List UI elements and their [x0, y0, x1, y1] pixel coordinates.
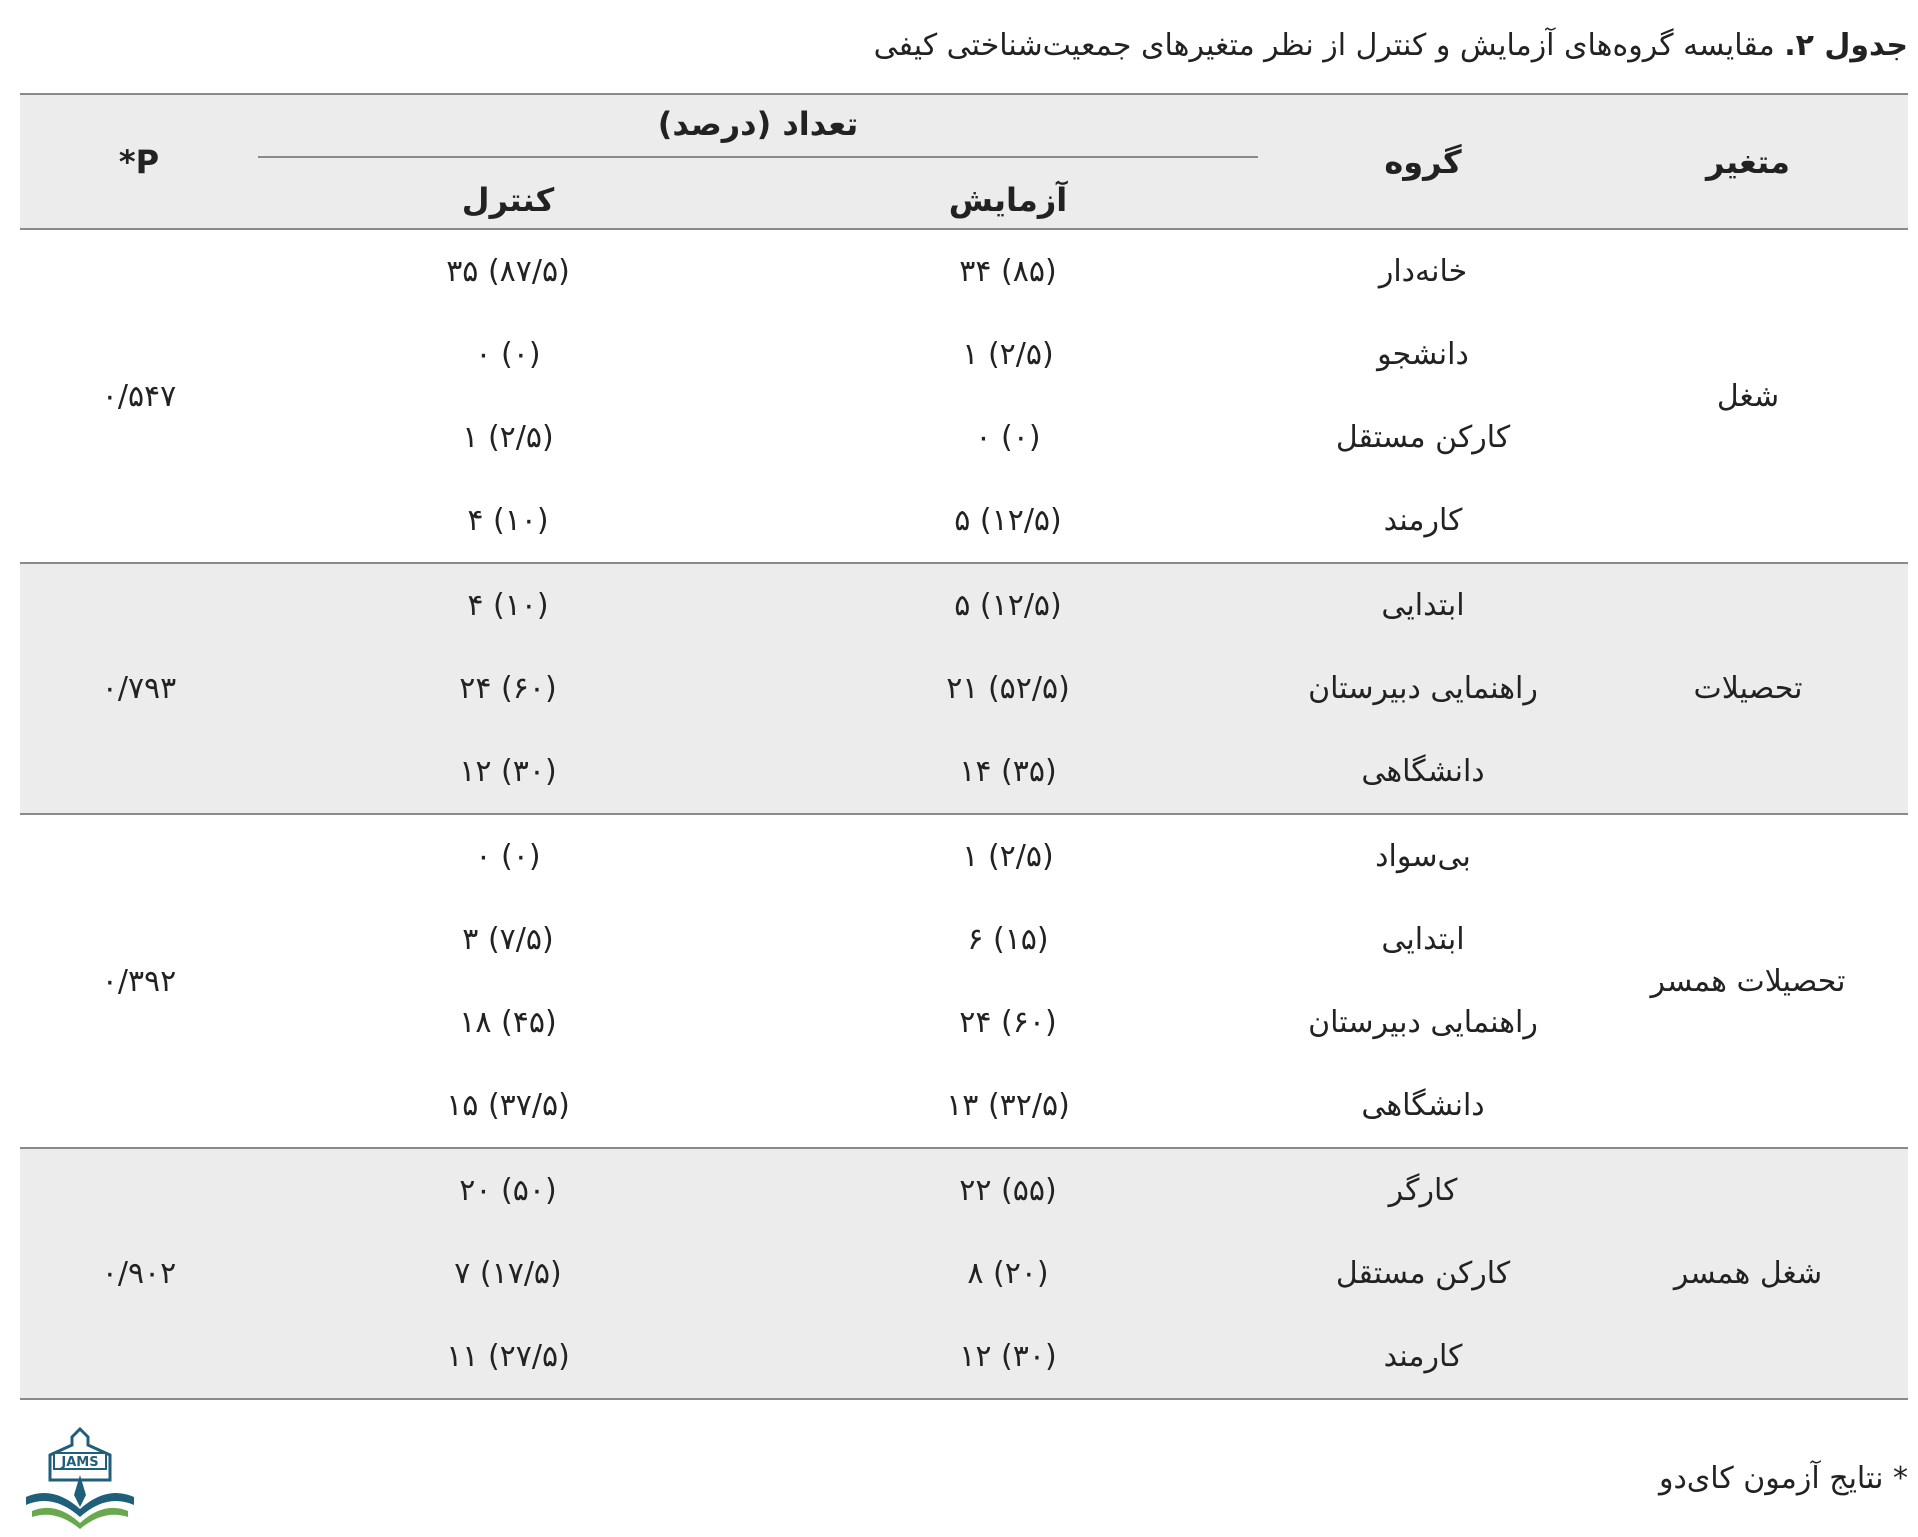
header-group: گروه [1384, 142, 1462, 181]
cell-control: ۴ (۱۰) [467, 588, 549, 623]
block-spouse-education [20, 814, 1908, 1148]
cell-experiment: ۵ (۱۲/۵) [954, 588, 1062, 623]
block-spouse-occupation [20, 1148, 1908, 1399]
table-row [20, 563, 1908, 647]
table-caption [20, 22, 1908, 70]
block-education [20, 563, 1908, 814]
cell-group: کارمند [1383, 1339, 1463, 1374]
cell-group: کارکن مستقل [1335, 420, 1511, 455]
header-experiment: آزمایش [948, 180, 1068, 219]
cell-control: ۳۵ (۸۷/۵) [446, 254, 570, 289]
cell-experiment: ۱۴ (۳۵) [959, 754, 1057, 789]
cell-p-value: ۰/۷۹۳ [101, 671, 177, 706]
header-p: P* [118, 142, 160, 181]
table-row [20, 1148, 1908, 1232]
cell-group: راهنمایی دبیرستان [1308, 671, 1538, 706]
cell-control: ۲۴ (۶۰) [459, 671, 557, 706]
caption-text: مقایسه گروه‌های آزمایش و کنترل از نظر متغیرهای جمعیت‌شناختی کیفی [873, 28, 1775, 63]
cell-group: ابتدایی [1381, 588, 1465, 623]
cell-experiment: ۵ (۱۲/۵) [954, 503, 1062, 538]
cell-p-value: ۰/۳۹۲ [101, 963, 177, 999]
cell-control: ۱ (۲/۵) [462, 420, 554, 455]
footnote: * نتایج آزمون کای‌دو [1658, 1461, 1908, 1496]
logo-text: JAMS [61, 1455, 99, 1470]
cell-variable: تحصیلات همسر [1650, 963, 1846, 999]
cell-control: ۳ (۷/۵) [462, 922, 554, 957]
cell-experiment: ۲۲ (۵۵) [959, 1173, 1057, 1208]
cell-experiment: ۱۳ (۳۲/۵) [946, 1088, 1070, 1123]
caption-label: جدول ۲. [1784, 28, 1908, 63]
cell-experiment: ۸ (۲۰) [967, 1256, 1049, 1291]
cell-variable: شغل همسر [1673, 1256, 1823, 1291]
cell-experiment: ۱ (۲/۵) [962, 337, 1054, 372]
cell-control: ۰ (۰) [475, 337, 541, 372]
cell-control: ۱۲ (۳۰) [459, 754, 557, 789]
cell-control: ۰ (۰) [475, 839, 541, 874]
cell-experiment: ۰ (۰) [975, 420, 1041, 455]
cell-group: دانشگاهی [1361, 1088, 1485, 1123]
cell-group: کارگر [1388, 1173, 1458, 1208]
cell-group: بی‌سواد [1375, 839, 1471, 874]
header-count-percent-label: تعداد (درصد) [258, 104, 1258, 158]
header-variable: متغیر [1706, 142, 1790, 181]
block-occupation [20, 229, 1908, 563]
cell-control: ۱۱ (۲۷/۵) [446, 1339, 570, 1374]
cell-experiment: ۲۱ (۵۲/۵) [946, 671, 1070, 706]
cell-group: دانشگاهی [1361, 754, 1485, 789]
cell-control: ۲۰ (۵۰) [459, 1173, 557, 1208]
cell-group: خانه‌دار [1378, 254, 1468, 289]
cell-group: دانشجو [1377, 337, 1469, 372]
cell-control: ۱۸ (۴۵) [459, 1005, 557, 1040]
cell-group: کارمند [1383, 503, 1463, 538]
cell-experiment: ۶ (۱۵) [967, 922, 1049, 957]
header-control: کنترل [461, 180, 555, 219]
cell-experiment: ۳۴ (۸۵) [959, 254, 1057, 289]
cell-variable: شغل [1716, 378, 1780, 414]
cell-control: ۷ (۱۷/۵) [454, 1256, 562, 1291]
cell-group: کارکن مستقل [1335, 1256, 1511, 1291]
cell-control: ۴ (۱۰) [467, 503, 549, 538]
table-row [20, 814, 1908, 898]
cell-group: راهنمایی دبیرستان [1308, 1005, 1538, 1040]
cell-control: ۱۵ (۳۷/۵) [446, 1088, 570, 1123]
header-count-percent [258, 94, 1258, 171]
table-header [20, 94, 1908, 229]
cell-experiment: ۱ (۲/۵) [962, 839, 1054, 874]
jams-logo-icon [18, 1425, 143, 1535]
cell-p-value: ۰/۵۴۷ [101, 378, 177, 414]
cell-experiment: ۲۴ (۶۰) [959, 1005, 1057, 1040]
demographics-table [20, 93, 1908, 1400]
cell-experiment: ۱۲ (۳۰) [959, 1339, 1057, 1374]
cell-group: ابتدایی [1381, 922, 1465, 957]
cell-variable: تحصیلات [1693, 671, 1803, 706]
cell-p-value: ۰/۹۰۲ [101, 1256, 177, 1291]
table-row [20, 229, 1908, 313]
data-table-wrapper [20, 93, 1908, 1400]
